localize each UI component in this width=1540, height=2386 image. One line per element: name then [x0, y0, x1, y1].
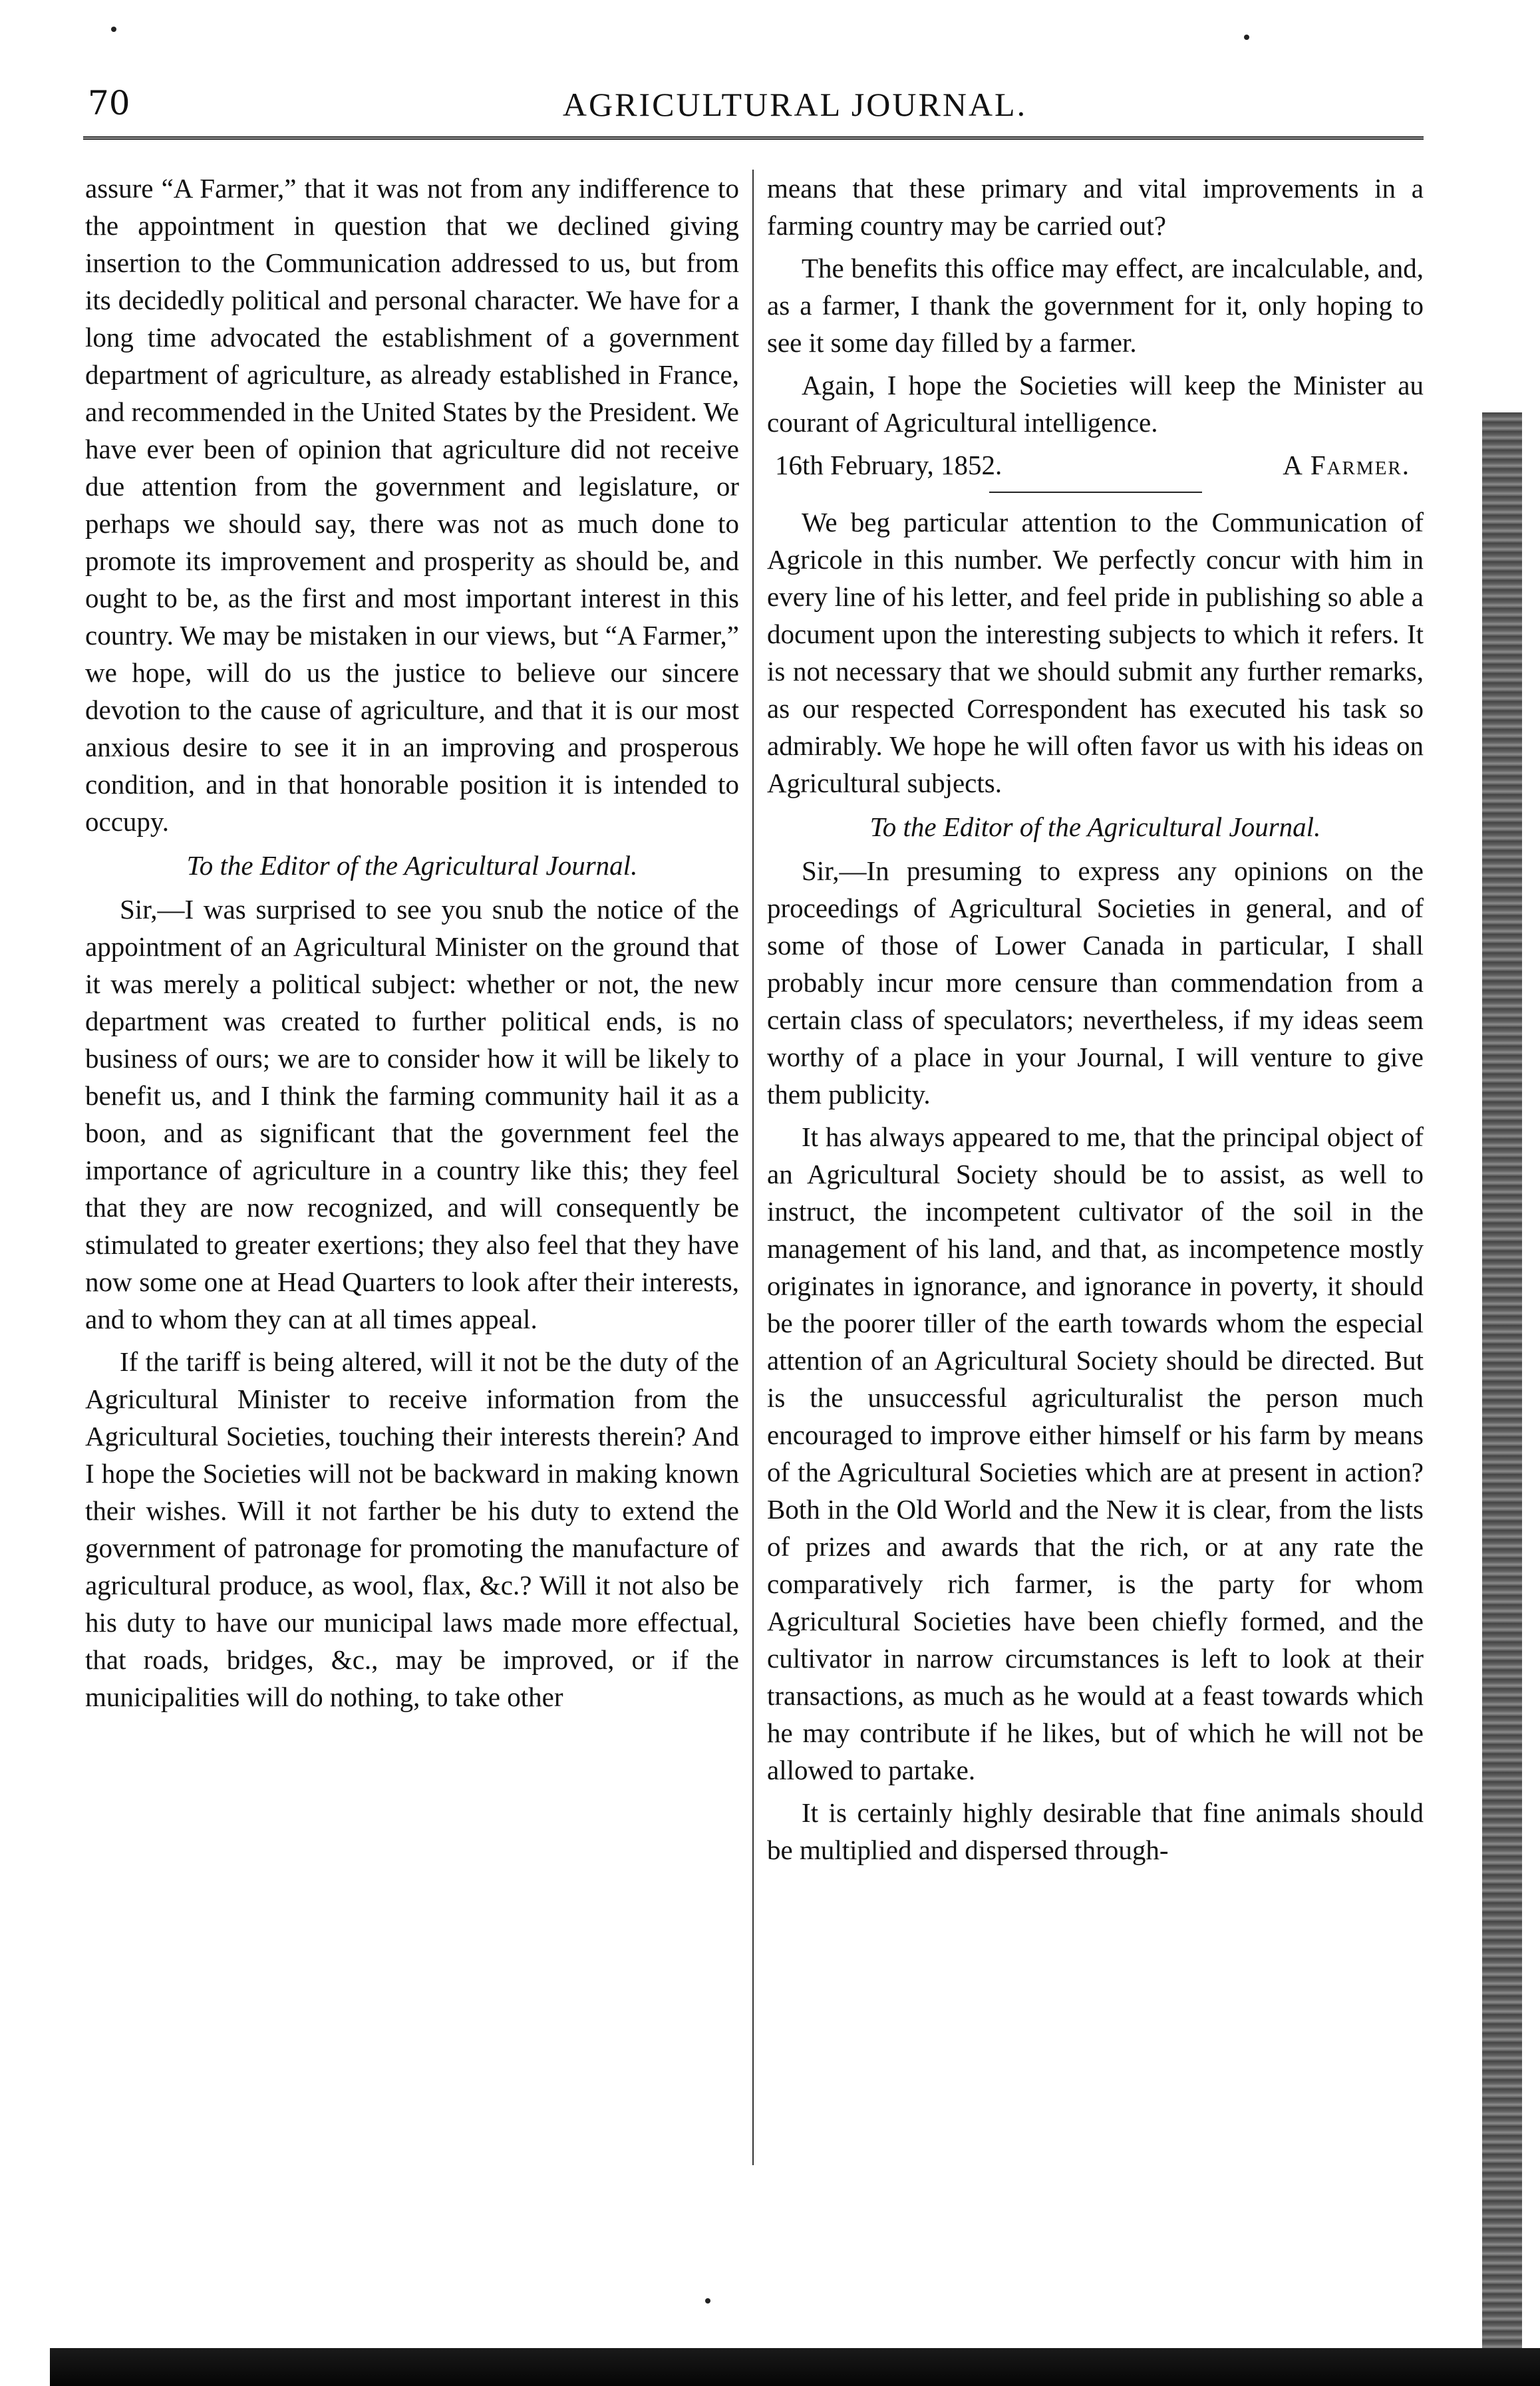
letter-paragraph: The benefits this office may effect, are incalculable, and, as a farmer, I thank the government for it, only hoping to see it some day filled by a farmer.	[767, 253, 1424, 358]
editor-note-paragraph: We beg particular attention to the Communication of Agricole in this number. We perfectly concur with him in every line of his letter, and feel pride in publishing so able a document upon the interesting subjects to which it refers. It is not necessary that we should submit any further remarks, as our respected Correspondent has executed his task so admirably. We hope he will often favor us with his ideas on Agricultural subjects.	[767, 507, 1424, 798]
letter-heading: To the Editor of the Agricultural Journal.	[186, 850, 638, 881]
scan-speck	[1244, 35, 1249, 40]
signature-name: A Farmer.	[1283, 450, 1410, 480]
scan-speck	[705, 2298, 710, 2304]
right-column	[767, 170, 1424, 2232]
section-rule	[989, 492, 1202, 493]
letter-signature	[767, 446, 1424, 484]
column-divider	[752, 170, 754, 2165]
letter-paragraph: It is certainly highly desirable that fine animals should be multiplied and dispersed through-	[767, 1797, 1424, 1865]
header-rule	[83, 136, 1424, 140]
letter-paragraph: means that these primary and vital improvements in a farming country may be carried out?	[767, 173, 1424, 241]
scan-bottom-shadow	[50, 2348, 1540, 2386]
editor-reply-paragraph: assure “A Farmer,” that it was not from any indifference to the appointment in question that we declined giving insertion to the Communication addressed to us, but from its decidedly political and personal character. We have for a long time advocated the establishment of a government department of agriculture, as already established in France, and recommended in the United States by the President. We have ever been of opinion that agriculture did not receive due attention from the government and legislature, or perhaps we should say, there was not as much done to promote its improvement and prosperity as should be, and ought to be, as the first and most important interest in this country. We may be mistaken in our views, but “A Farmer,” we hope, will do us the justice to believe our sincere devotion to the cause of agriculture, and that it is our most anxious desire to see it in an improving and prosperous condition, and in that honorable position it is intended to occupy.	[85, 173, 739, 837]
letter-heading: To the Editor of the Agricultural Journal.	[869, 812, 1321, 842]
letter-paragraph: Sir,—In presuming to express any opinions on the proceedings of Agricultural Societies in general, and of some of those of Lower Canada in particular, I shall probably incur more censure than commendation from a certain class of speculators; nevertheless, if my ideas seem worthy of a place in your Journal, I will venture to give them publicity.	[767, 855, 1424, 1110]
scan-edge-shadow	[1482, 412, 1522, 2355]
letter-paragraph: If the tariff is being altered, will it not be the duty of the Agricultural Minister to receive information from the Agricultural Societies, touching their interests therein? And I hope the Societies will not be backward in making known their wishes. Will it not farther be his duty to extend the government of patronage for promoting the manufacture of agricultural produce, as wool, flax, &c.? Will it not also be his duty to have our municipal laws made more effectual, that roads, bridges, &c., may be improved, or if the municipalities will do nothing, to take other	[85, 1346, 739, 1712]
page-number: 70	[88, 84, 130, 122]
running-title: AGRICULTURAL JOURNAL.	[562, 86, 1028, 123]
letter-paragraph: Sir,—I was surprised to see you snub the notice of the appointment of an Agricultural Minister on the ground that it was merely a political subject: whether or not, the new department was created to further political ends, is no business of ours; we are to consider how it will be likely to benefit us, and I think the farming community hail it as a boon, and as significant that the government feel the importance of agriculture in a country like this; they feel that they are now recognized, and will consequently be stimulated to greater exertions; they also feel that they have now some one at Head Quarters to look after their interests, and to whom they can at all times appeal.	[85, 894, 739, 1334]
letter-paragraph: It has always appeared to me, that the principal object of an Agricultural Society should be to assist, as well to instruct, the incompetent cultivator of the soil in the management of his land, and that, as incompetence mostly originates in ignorance, and ignorance in poverty, it should be the poorer tiller of the earth towards whom the especial attention of an Agricultural Society should be directed. But is the unsuccessful agriculturalist the person much encouraged to improve either himself or his farm by means of the Agricultural Societies which are at present in action? Both in the Old World and the New it is clear, from the lists of prizes and awards that the rich, or at any rate the comparatively rich farmer, is the party for whom Agricultural Societies have been chiefly formed, and the cultivator in narrow circumstances is left to look at their transactions, as much as he would at a feast towards which he may contribute if he likes, but of which he will not be allowed to partake.	[767, 1121, 1424, 1785]
left-column	[85, 170, 739, 2232]
scan-speck	[111, 27, 116, 32]
letter-paragraph: Again, I hope the Societies will keep the Minister au courant of Agricultural intelligence.	[767, 370, 1424, 438]
page-header	[80, 80, 1430, 140]
signature-date: 16th February, 1852.	[775, 450, 1002, 480]
